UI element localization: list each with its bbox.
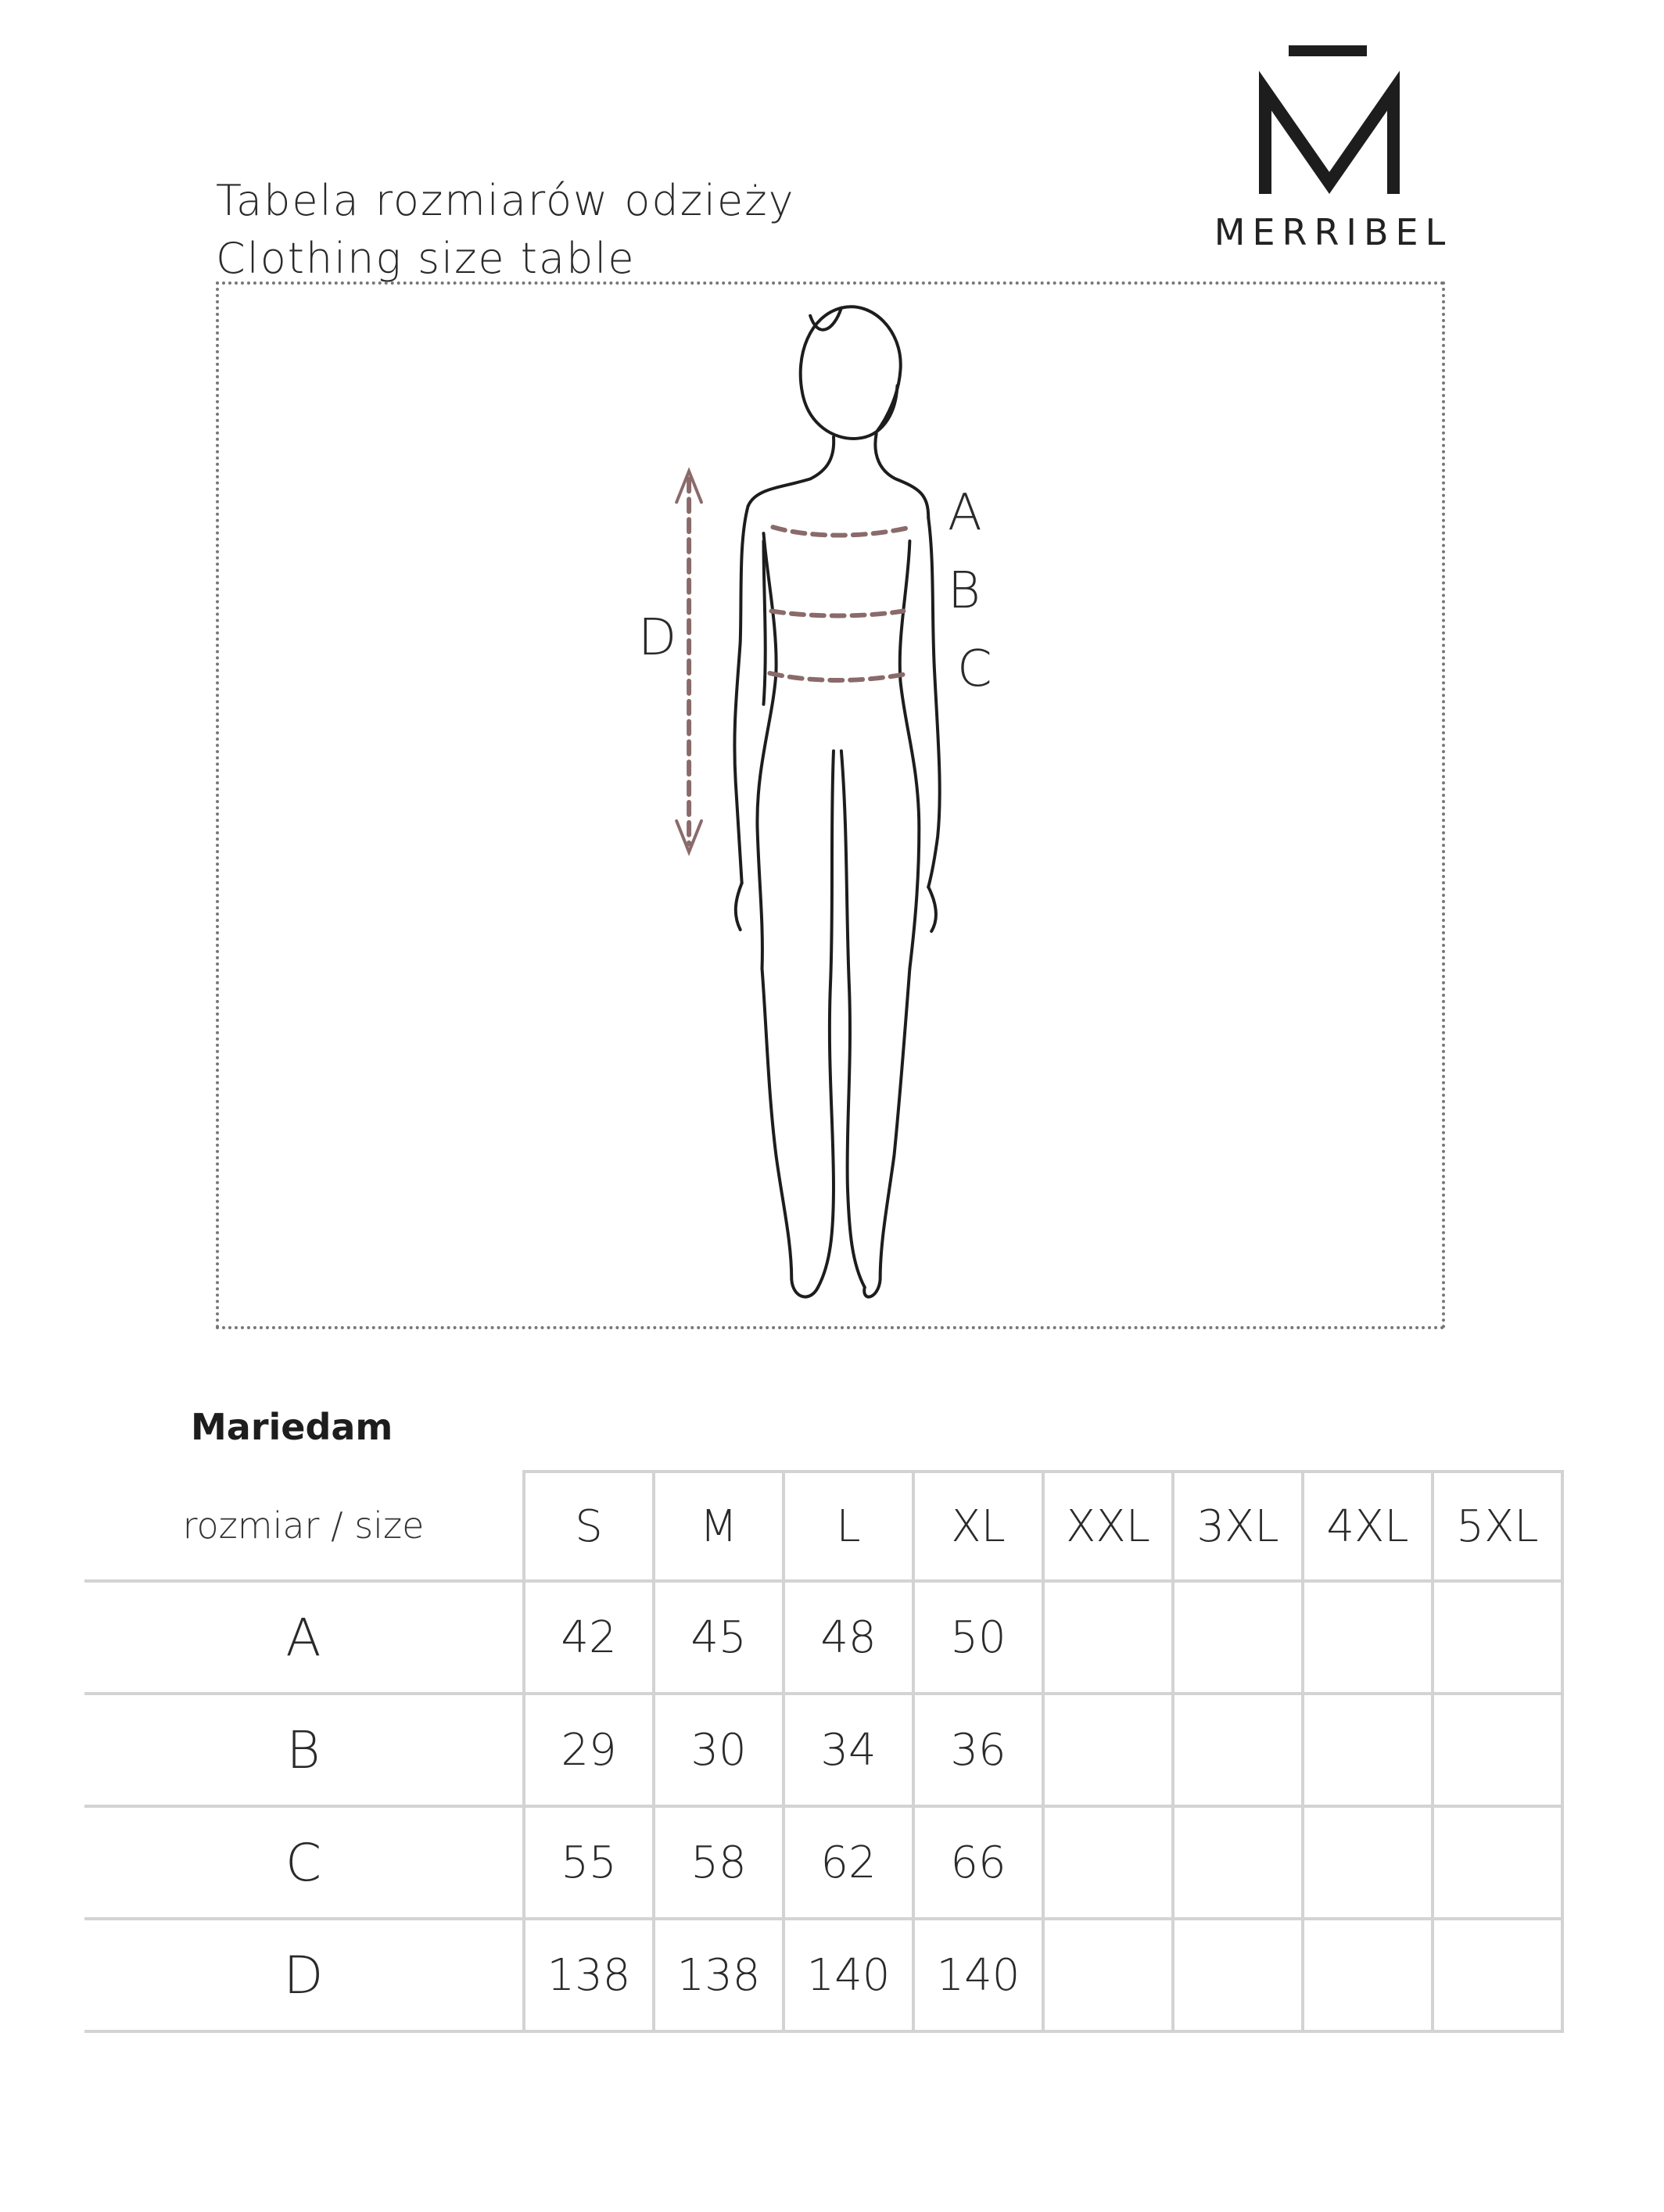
table-cell: 42 <box>524 1581 654 1694</box>
table-cell: 50 <box>913 1581 1043 1694</box>
table-cell: 55 <box>524 1806 654 1919</box>
table-cell <box>1043 1806 1173 1919</box>
table-row <box>84 1694 1562 1806</box>
measure-line-b <box>771 611 903 615</box>
size-table <box>84 1470 1564 2033</box>
table-cell: 45 <box>654 1581 784 1694</box>
label-b: B <box>948 562 981 620</box>
table-cell <box>1303 1806 1433 1919</box>
size-header: 3XL <box>1173 1472 1303 1581</box>
table-row <box>84 1581 1562 1694</box>
table-cell: 58 <box>654 1806 784 1919</box>
row-label: D <box>84 1919 524 2031</box>
table-cell <box>1173 1581 1303 1694</box>
row-label: A <box>84 1581 524 1694</box>
table-cell <box>1043 1694 1173 1806</box>
table-cell <box>1043 1919 1173 2031</box>
table-cell: 34 <box>784 1694 913 1806</box>
label-d: D <box>638 609 677 667</box>
size-header: M <box>654 1472 784 1581</box>
title-block <box>216 172 795 288</box>
brand-name: MERRIBEL <box>1214 211 1453 253</box>
table-cell: 29 <box>524 1694 654 1806</box>
header-label: rozmiar / size <box>84 1472 524 1581</box>
table-cell: 138 <box>654 1919 784 2031</box>
table-cell: 140 <box>913 1919 1043 2031</box>
table-cell: 140 <box>784 1919 913 2031</box>
table-cell <box>1043 1581 1173 1694</box>
row-label: B <box>84 1694 524 1806</box>
table-cell <box>1173 1919 1303 2031</box>
size-header: XL <box>913 1472 1043 1581</box>
table-cell <box>1303 1919 1433 2031</box>
table-row <box>84 1806 1562 1919</box>
table-cell: 30 <box>654 1694 784 1806</box>
table-cell <box>1303 1581 1433 1694</box>
size-header: 4XL <box>1303 1472 1433 1581</box>
table-cell <box>1433 1806 1562 1919</box>
table-cell: 62 <box>784 1806 913 1919</box>
size-header: XXL <box>1043 1472 1173 1581</box>
table-cell <box>1173 1694 1303 1806</box>
table-cell <box>1173 1806 1303 1919</box>
size-header: S <box>524 1472 654 1581</box>
table-cell: 66 <box>913 1806 1043 1919</box>
size-header: L <box>784 1472 913 1581</box>
table-header-row <box>84 1472 1562 1581</box>
table-cell <box>1433 1581 1562 1694</box>
table-cell: 138 <box>524 1919 654 2031</box>
measure-line-a <box>773 527 911 535</box>
product-name: Mariedam <box>191 1406 393 1448</box>
table-cell: 48 <box>784 1581 913 1694</box>
table-cell <box>1433 1919 1562 2031</box>
table-cell: 36 <box>913 1694 1043 1806</box>
figure-box <box>216 281 1445 1329</box>
row-label: C <box>84 1806 524 1919</box>
table-cell <box>1433 1694 1562 1806</box>
body-silhouette <box>219 285 1442 1326</box>
title-english: Clothing size table <box>216 234 636 283</box>
size-header: 5XL <box>1433 1472 1562 1581</box>
label-a: A <box>948 484 982 542</box>
title-polish: Tabela rozmiarów odzieży <box>216 176 795 225</box>
table-cell <box>1303 1694 1433 1806</box>
label-c: C <box>957 640 992 698</box>
table-row <box>84 1919 1562 2031</box>
measure-line-c <box>769 673 909 680</box>
